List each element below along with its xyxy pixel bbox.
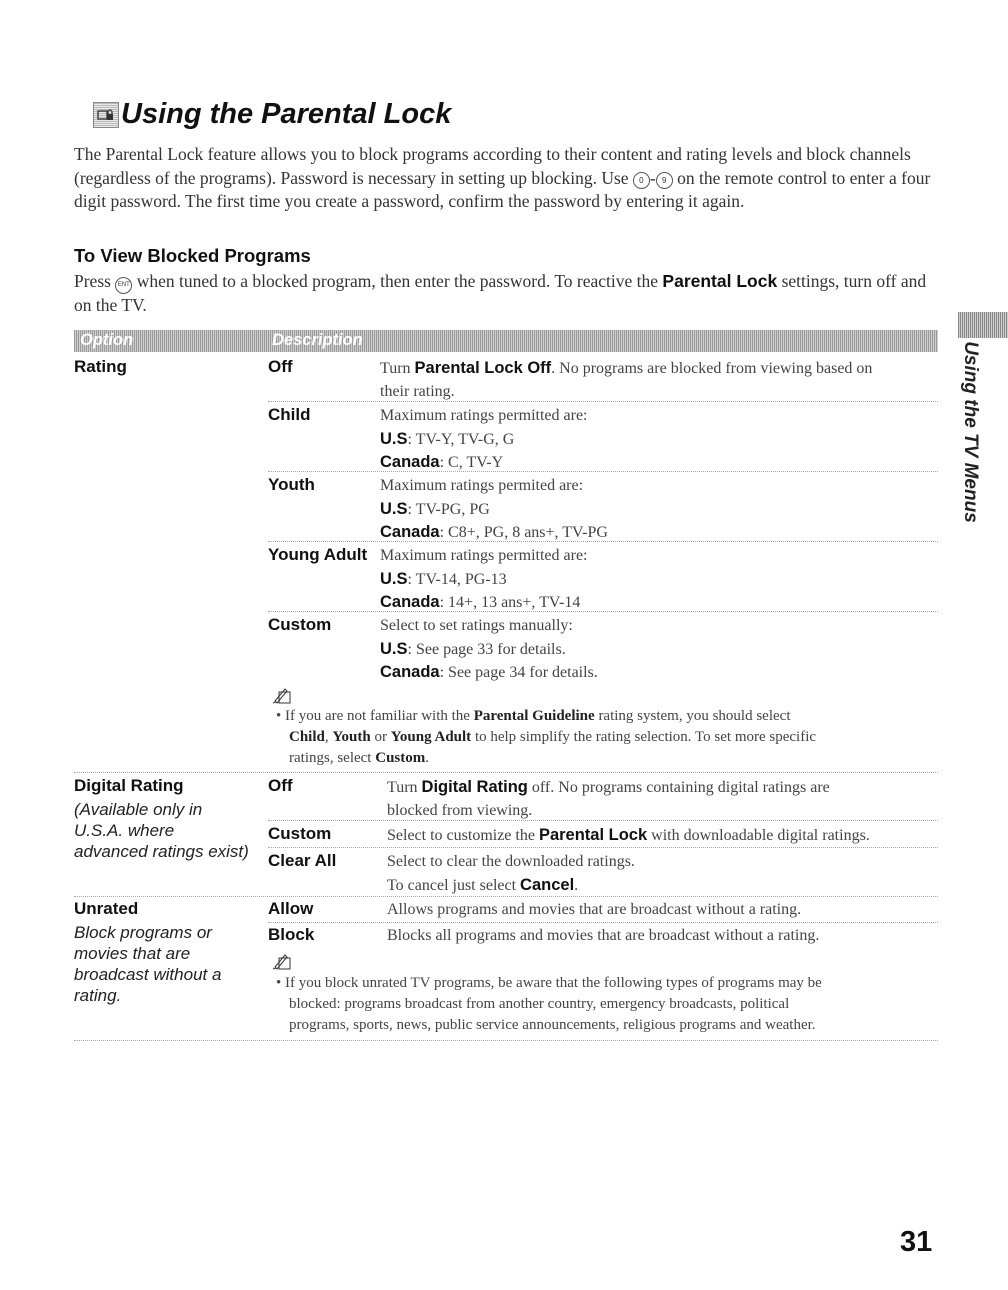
header-option: Option	[80, 331, 134, 349]
rating-youth-label: Youth	[268, 475, 315, 494]
rating-option: Rating	[74, 357, 127, 376]
intro-paragraph: The Parental Lock feature allows you to block programs according to their content and rating levels and block channels (regardless of the programs). Password is necessary in setting up blocking. Use 0 - 9 on the remote control to enter a four digit password. The first time you create a password, confirm the password by entering it again.	[74, 144, 931, 211]
table-header	[74, 330, 938, 352]
digital-custom-desc: Select to customize the Parental Lock with downloadable digital ratings.	[387, 826, 870, 844]
digital-rating-note: (Available only in U.S.A. where advanced ratings exist)	[74, 800, 249, 861]
rating-custom-label: Custom	[268, 615, 332, 634]
rating-young-adult-label: Young Adult	[268, 545, 368, 564]
divider	[268, 847, 938, 848]
digital-clear-all-label: Clear All	[268, 851, 337, 870]
digital-off-label: Off	[268, 776, 293, 795]
divider	[268, 401, 938, 402]
section-heading: To View Blocked Programs	[74, 245, 311, 266]
unrated-note: Block programs or movies that are broadcast without a rating.	[74, 923, 222, 1005]
divider	[268, 922, 938, 923]
note-icon	[272, 952, 292, 970]
rating-note: • If you are not familiar with the Parental Guideline rating system, you should select Child, Youth or Young Adult to help simplify the rating selection. To set more specific ratings, select Custom.	[276, 708, 817, 766]
rating-off-label: Off	[268, 357, 293, 376]
divider	[268, 611, 938, 612]
rating-young-adult-desc: Maximum ratings permitted are: U.S: TV-14, PG-13 Canada: 14+, 13 ans+, TV-14	[380, 547, 588, 611]
divider	[268, 820, 938, 821]
digital-rating-option: Digital Rating	[74, 776, 184, 795]
rating-youth-desc: Maximum ratings permited are: U.S: TV-PG, PG Canada: C8+, PG, 8 ans+, TV-PG	[380, 477, 608, 541]
unrated-allow-desc: Allows programs and movies that are broadcast without a rating.	[387, 901, 802, 918]
view-blocked-paragraph: Press ENT when tuned to a blocked program, then enter the password. To reactive the Parental Lock settings, turn off and on the TV.	[74, 271, 927, 315]
unrated-allow-label: Allow	[268, 899, 314, 918]
page-title	[93, 98, 451, 131]
digital-custom-label: Custom	[268, 824, 332, 843]
divider	[74, 896, 938, 897]
divider	[268, 471, 938, 472]
unrated-option: Unrated	[74, 899, 139, 918]
title-text: Using the Parental Lock	[121, 98, 452, 130]
note-icon	[272, 686, 292, 704]
enter-button-icon: ENT	[115, 277, 132, 294]
rating-child-desc: Maximum ratings permitted are: U.S: TV-Y, TV-G, G Canada: C, TV-Y	[380, 407, 588, 471]
rating-custom-desc: Select to set ratings manually: U.S: See page 33 for details. Canada: See page 34 for details.	[380, 617, 598, 681]
side-tab-marker	[958, 312, 1008, 338]
side-tab-label: Using the TV Menus	[960, 341, 981, 523]
digital-clear-all-desc: Select to clear the downloaded ratings. To cancel just select Cancel.	[387, 853, 635, 894]
rating-child-label: Child	[268, 405, 311, 424]
divider	[268, 541, 938, 542]
unrated-note-text: • If you block unrated TV programs, be aware that the following types of programs may be blocked: programs broadcast from another country, emergency broadcasts, political programs, sports, news, public service announcements, religious programs and weather.	[276, 975, 822, 1033]
divider	[74, 1040, 938, 1041]
num-0-button-icon: 0	[633, 172, 650, 189]
parental-lock-icon	[93, 102, 119, 128]
page-number: 31	[900, 1226, 933, 1258]
unrated-block-label: Block	[268, 925, 315, 944]
unrated-block-desc: Blocks all programs and movies that are broadcast without a rating.	[387, 927, 820, 944]
divider	[74, 772, 938, 773]
num-9-button-icon: 9	[656, 172, 673, 189]
rating-off-desc: Turn Parental Lock Off. No programs are blocked from viewing based on their rating.	[380, 359, 873, 400]
header-description: Description	[272, 331, 363, 349]
digital-off-desc: Turn Digital Rating off. No programs containing digital ratings are blocked from viewing.	[387, 778, 830, 819]
